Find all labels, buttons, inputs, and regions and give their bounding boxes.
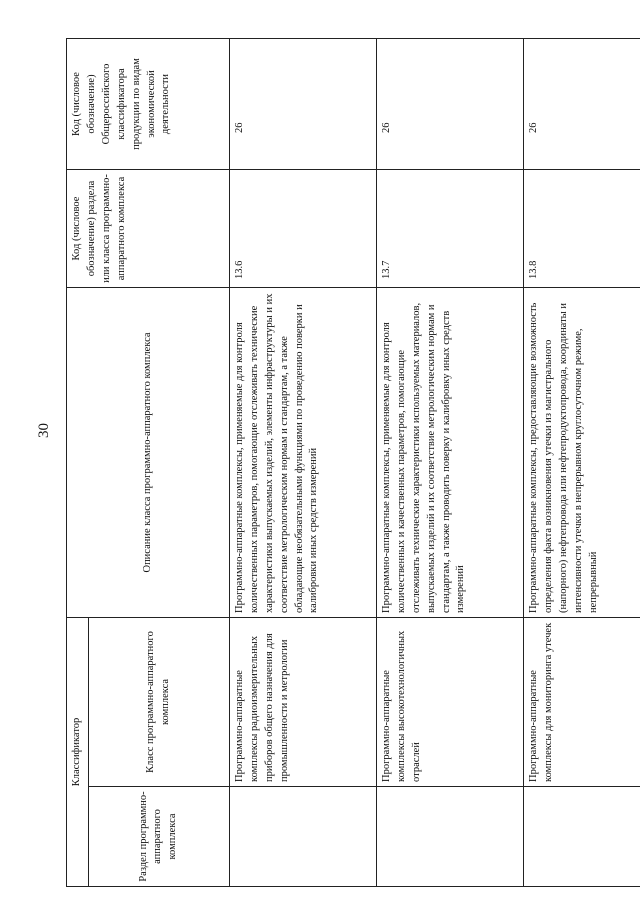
cell-section bbox=[376, 787, 523, 887]
cell-code: 13.8 bbox=[523, 170, 640, 288]
page-number: 30 bbox=[36, 423, 52, 438]
cell-description: Программно-аппаратные комплексы, применяемые для контроля количественных параметров, помогающие отслеживать технические характеристики выпускаемых изделий, элементы инфраструктуры и их соответствие метрологическим нормам и стандартам, а также обладающие необязательными функциями по проведению поверки и калибровки иных средств измерений bbox=[229, 288, 376, 618]
cell-description: Программно-аппаратные комплексы, применяемые для контроля количественных и качественных параметров, помогающие отслеживать технические характеристики используемых материалов, выпускаемых изделий и их соответствие метрологическим нормам и стандартам, а также проводить поверку и калибровку иных средств измерений bbox=[376, 288, 523, 618]
header-code-okved: Код (числовое обозначение) Общероссийского классификатора продукции по видам экономической деятельности bbox=[67, 39, 230, 170]
table-row bbox=[523, 39, 640, 887]
classifier-table bbox=[66, 38, 640, 887]
cell-okved: 26 bbox=[376, 39, 523, 170]
header-classifier: Классификатор bbox=[67, 618, 89, 887]
table-header-row bbox=[67, 39, 89, 887]
cell-section bbox=[523, 787, 640, 887]
header-section: Раздел программно-аппаратного комплекса bbox=[88, 787, 229, 887]
header-code-section: Код (числовое обозначение) раздела или класса программно-аппаратного комплекса bbox=[67, 170, 230, 288]
header-class: Класс программно-аппаратного комплекса bbox=[88, 618, 229, 787]
table-row bbox=[376, 39, 523, 887]
cell-class: Программно-аппаратные комплексы высокотехнологичных отраслей bbox=[376, 618, 523, 787]
cell-section bbox=[229, 787, 376, 887]
cell-class: Программно-аппаратные комплексы для мониторинга утечек bbox=[523, 618, 640, 787]
cell-class: Программно-аппаратные комплексы радиоизмерительных приборов общего назначения для промышленности и метрологии bbox=[229, 618, 376, 787]
cell-code: 13.7 bbox=[376, 170, 523, 288]
cell-okved: 26 bbox=[229, 39, 376, 170]
classifier-table-rotated bbox=[66, 39, 614, 887]
cell-okved: 26 bbox=[523, 39, 640, 170]
cell-description-text: Программно-аппаратные комплексы, предоставляющие возможность определения факта возникновения утечки из магистрального (напорного) нефтепровода или нефтепродуктопровода, координаты и интенсивности утечки в непрерывном круглосуточном режиме, непрерывный bbox=[527, 302, 599, 613]
cell-code: 13.6 bbox=[229, 170, 376, 288]
header-description: Описание класса программно-аппаратного комплекса bbox=[67, 288, 230, 618]
table-row bbox=[229, 39, 376, 887]
cell-description bbox=[523, 288, 640, 618]
